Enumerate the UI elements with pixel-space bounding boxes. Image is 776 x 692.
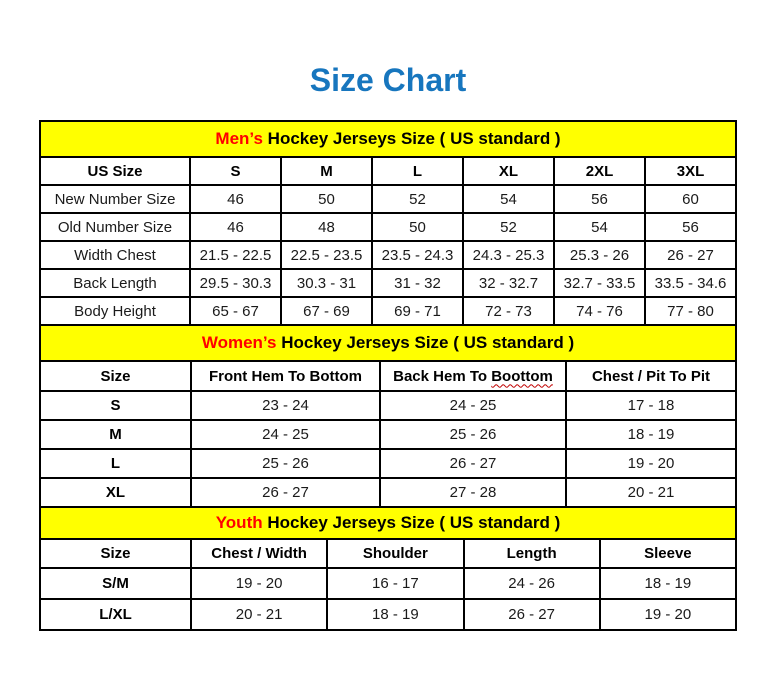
cell-value: 31 - 32 [372, 269, 463, 297]
cell-value: 65 - 67 [190, 297, 281, 325]
table-row [40, 420, 736, 449]
cell-value: 48 [281, 213, 372, 241]
column-header: 3XL [645, 157, 736, 185]
row-label: M [40, 420, 191, 449]
cell-value: 24 - 26 [464, 568, 600, 599]
youth-size-table [39, 538, 737, 631]
column-header: Sleeve [600, 539, 736, 568]
cell-value: 24.3 - 25.3 [463, 241, 554, 269]
cell-value: 32 - 32.7 [463, 269, 554, 297]
cell-value: 27 - 28 [380, 478, 566, 507]
table-row [40, 213, 736, 241]
table-row [40, 185, 736, 213]
row-label: Back Length [40, 269, 190, 297]
cell-value: 77 - 80 [645, 297, 736, 325]
table-row [40, 269, 736, 297]
cell-value: 54 [554, 213, 645, 241]
column-header: M [281, 157, 372, 185]
heading-rest-youth: Hockey Jerseys Size ( US standard ) [262, 513, 561, 532]
table-row [40, 568, 736, 599]
womens-section-heading [39, 324, 737, 362]
cell-value: 26 - 27 [645, 241, 736, 269]
heading-rest-womens: Hockey Jerseys Size ( US standard ) [276, 333, 575, 352]
cell-value: 50 [372, 213, 463, 241]
cell-value: 23 - 24 [191, 391, 380, 420]
column-header: L [372, 157, 463, 185]
cell-value: 24 - 25 [380, 391, 566, 420]
cell-value: 56 [554, 185, 645, 213]
column-header: 2XL [554, 157, 645, 185]
cell-value: 26 - 27 [380, 449, 566, 478]
mens-size-table [39, 156, 737, 326]
table-row [40, 297, 736, 325]
heading-highlight-youth: Youth [215, 513, 263, 532]
column-header: XL [463, 157, 554, 185]
row-label: L/XL [40, 599, 191, 630]
cell-value: 46 [190, 185, 281, 213]
heading-highlight-womens: Women’s [201, 333, 277, 352]
column-header: Shoulder [327, 539, 463, 568]
column-header: Front Hem To Bottom [191, 361, 380, 391]
misspelled-word: Boottom [491, 367, 553, 385]
cell-value: 17 - 18 [566, 391, 736, 420]
header-row [40, 157, 736, 185]
column-header: Length [464, 539, 600, 568]
section-womens [39, 324, 737, 508]
cell-value: 16 - 17 [327, 568, 463, 599]
cell-value: 26 - 27 [191, 478, 380, 507]
cell-value: 50 [281, 185, 372, 213]
cell-value: 67 - 69 [281, 297, 372, 325]
cell-value: 54 [463, 185, 554, 213]
row-label: S [40, 391, 191, 420]
cell-value: 22.5 - 23.5 [281, 241, 372, 269]
cell-value: 18 - 19 [327, 599, 463, 630]
table-row [40, 599, 736, 630]
cell-value: 29.5 - 30.3 [190, 269, 281, 297]
table-row [40, 241, 736, 269]
heading-rest-mens: Hockey Jerseys Size ( US standard ) [262, 129, 561, 148]
cell-value: 30.3 - 31 [281, 269, 372, 297]
row-label: S/M [40, 568, 191, 599]
cell-value: 33.5 - 34.6 [645, 269, 736, 297]
cell-value: 20 - 21 [566, 478, 736, 507]
header-row [40, 361, 736, 391]
cell-value: 25 - 26 [191, 449, 380, 478]
row-label: L [40, 449, 191, 478]
row-label: Width Chest [40, 241, 190, 269]
row-label: XL [40, 478, 191, 507]
column-header: Chest / Width [191, 539, 327, 568]
column-header: US Size [40, 157, 190, 185]
cell-value: 19 - 20 [600, 599, 736, 630]
row-label: Body Height [40, 297, 190, 325]
column-header: Chest / Pit To Pit [566, 361, 736, 391]
heading-highlight-mens: Men’s [215, 129, 263, 148]
cell-value: 52 [372, 185, 463, 213]
cell-value: 25.3 - 26 [554, 241, 645, 269]
cell-value: 21.5 - 22.5 [190, 241, 281, 269]
cell-value: 32.7 - 33.5 [554, 269, 645, 297]
row-label: New Number Size [40, 185, 190, 213]
header-row [40, 539, 736, 568]
mens-section-heading [39, 120, 737, 158]
cell-value: 25 - 26 [380, 420, 566, 449]
youth-section-heading [39, 506, 737, 540]
cell-value: 19 - 20 [566, 449, 736, 478]
cell-value: 46 [190, 213, 281, 241]
cell-value: 74 - 76 [554, 297, 645, 325]
cell-value: 18 - 19 [600, 568, 736, 599]
cell-value: 72 - 73 [463, 297, 554, 325]
column-header: Size [40, 539, 191, 568]
column-header: S [190, 157, 281, 185]
page-title: Size Chart [309, 62, 467, 98]
cell-value: 19 - 20 [191, 568, 327, 599]
column-header: Back Hem To Boottom [380, 361, 566, 391]
womens-size-table [39, 360, 737, 508]
cell-value: 20 - 21 [191, 599, 327, 630]
column-header: Size [40, 361, 191, 391]
cell-value: 18 - 19 [566, 420, 736, 449]
cell-value: 26 - 27 [464, 599, 600, 630]
cell-value: 56 [645, 213, 736, 241]
cell-value: 69 - 71 [372, 297, 463, 325]
size-chart-container [39, 120, 737, 631]
cell-value: 23.5 - 24.3 [372, 241, 463, 269]
cell-value: 60 [645, 185, 736, 213]
table-row [40, 449, 736, 478]
table-row [40, 478, 736, 507]
cell-value: 52 [463, 213, 554, 241]
table-row [40, 391, 736, 420]
section-youth [39, 506, 737, 631]
cell-value: 24 - 25 [191, 420, 380, 449]
section-mens [39, 120, 737, 326]
row-label: Old Number Size [40, 213, 190, 241]
